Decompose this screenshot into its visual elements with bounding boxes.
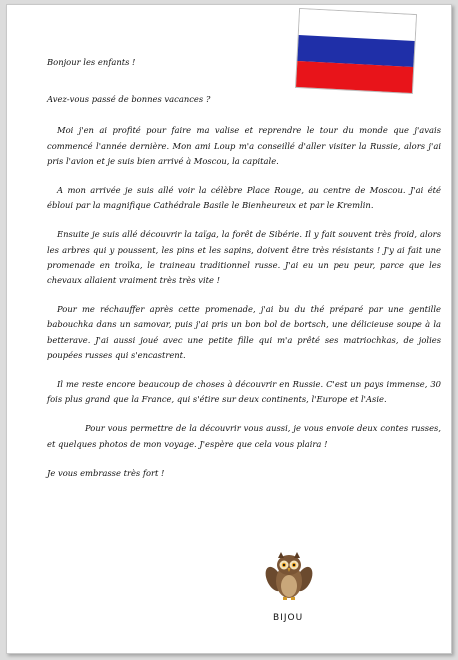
signature: BIJOU: [273, 613, 304, 623]
greeting: Bonjour les enfants !: [47, 57, 136, 67]
paragraph-4: Pour me réchauffer après cette promenade, j'ai bu du thé préparé par une gentille babouchka dans un samovar, puis j'ai pris un bon bol de bortsch, une délicieuse soupe à la betterave. J'ai aussi joué avec une petite fille qui m'a prêté ses matriochkas, de jolies poupées russes qui s'encastrent.: [47, 304, 441, 360]
letter-body: [47, 55, 441, 481]
paragraph-5: Il me reste encore beaucoup de choses à découvrir en Russie. C'est un pays immense, 30 fois plus grand que la France, qui s'étire sur deux continents, l'Europe et l'Asie.: [47, 379, 441, 405]
owl-icon: [265, 551, 313, 603]
paragraph-3: Ensuite je suis allé découvrir la taïga, la forêt de Sibérie. Il y fait souvent très froid, alors les arbres qui y poussent, les pins et les sapins, doivent être très résistants ! J'y ai fait une promenade en troïka, le traineau traditionnel russe. J'ai eu un peu peur, parce que les chevaux allaient vraiment très très vite !: [47, 229, 441, 286]
letter-page: [6, 4, 452, 654]
paragraph-6: Pour vous permettre de la découvrir vous aussi, je vous envoie deux contes russes, et quelques photos de mon voyage. J'espère que cela vous plaira !: [47, 423, 441, 449]
paragraph-2: A mon arrivée je suis allé voir la célèbre Place Rouge, au centre de Moscou. J'ai été ébloui par la magnifique Cathédrale Basile le Bienheureux et par le Kremlin.: [47, 185, 441, 211]
question: Avez-vous passé de bonnes vacances ?: [47, 94, 211, 105]
paragraph-1: Moi j'en ai profité pour faire ma valise et reprendre le tour du monde que j'avais commencé l'année dernière. Mon ami Loup m'a conseillé d'aller visiter la Russie, alors j'ai pris l'avion et je suis bien arrivé à Moscou, la capitale.: [47, 125, 441, 166]
closing: Je vous embrasse très fort !: [47, 467, 165, 478]
